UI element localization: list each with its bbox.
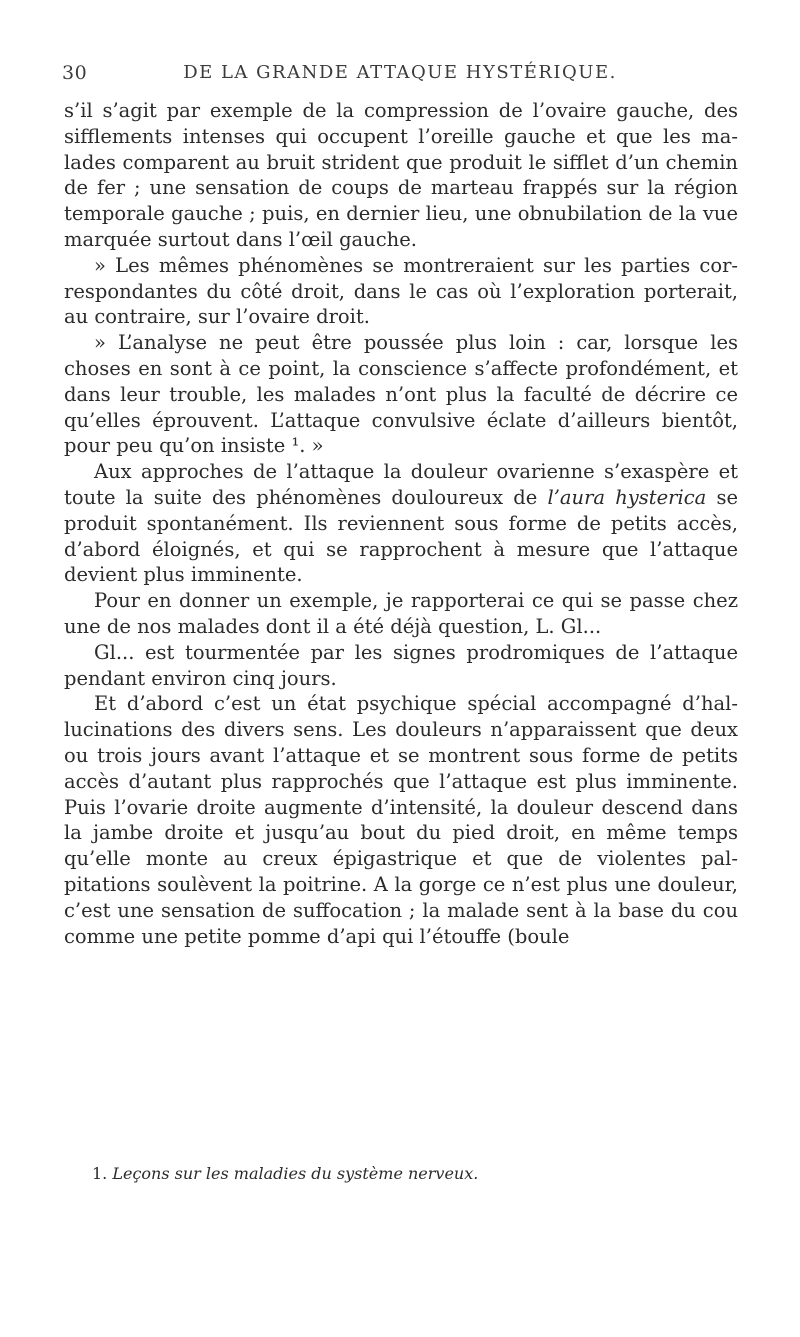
paragraph-5: Pour en donner un exemple, je rapporterai ce qui se passe chez une de nos malades dont il a été déjà question, L. Gl... bbox=[64, 589, 738, 638]
paragraph-4 bbox=[64, 459, 738, 588]
footnote bbox=[92, 1164, 742, 1184]
page-number: 30 bbox=[62, 62, 88, 84]
running-head: DE LA GRANDE ATTAQUE HYSTÉRIQUE. bbox=[183, 62, 617, 83]
paragraph-4-after: se produit spontanément. Ils reviennent sous forme de petits accès, d’abord éloignés, et qui se rapprochent à mesure que l’attaque devient plus imminente. bbox=[64, 485, 738, 587]
paragraph-3: » L’analyse ne peut être poussée plus loin : car, lorsque les choses en sont à ce point, la conscience s’affecte profondément, et dans leur trouble, les malades n’ont plus la faculté de décrire ce qu’elles éprouvent. L’attaque convulsive éclate d’ailleurs bientôt, pour peu qu’on insiste ¹. » bbox=[64, 331, 738, 458]
footnote-text: Leçons sur les maladies du système nerveux. bbox=[112, 1164, 479, 1183]
page-header bbox=[0, 58, 800, 88]
paragraph-4-before: Aux approches de l’attaque la douleur ovarienne s’exaspère et toute la suite des phénomènes douloureux de bbox=[64, 460, 738, 509]
paragraph-7: Et d’abord c’est un état psychique spécial accompagné d’hallucinations des divers sens. Les douleurs n’apparaissent que deux ou trois jours avant l’attaque et se montrent sous forme de petits accès d’autant plus rapprochés que l’attaque est plus imminente. Puis l’ovarie droite augmente d’intensité, la douleur descend dans la jambe droite et jusqu’au bout du pied droit, en même temps qu’elle monte au creux épigastrique et que de violentes palpitations soulèvent la poitrine. A la gorge ce n’est plus une douleur, c’est une sensation de suffocation ; la malade sent à la base du cou comme une petite pomme d’api qui l’étouffe (boule bbox=[64, 692, 738, 948]
body-text bbox=[64, 98, 738, 949]
paragraph-1: s’il s’agit par exemple de la compression de l’ovaire gauche, des sifflements intenses qui occupent l’oreille gauche et que les malades comparent au bruit strident que produit le sifflet d’un chemin de fer ; une sensation de coups de marteau frappés sur la région temporale gauche ; puis, en dernier lieu, une obnubilation de la vue marquée surtout dans l’œil gauche. bbox=[64, 99, 738, 251]
paragraph-6: Gl... est tourmentée par les signes prodromiques de l’attaque pendant environ cinq jours. bbox=[64, 640, 738, 690]
paragraph-4-italic: l’aura hysterica bbox=[547, 485, 707, 509]
footnote-number: 1. bbox=[92, 1164, 108, 1183]
paragraph-2: » Les mêmes phénomènes se montreraient sur les parties correspondantes du côté droit, dans le cas où l’exploration porterait, au contraire, sur l’ovaire droit. bbox=[64, 253, 738, 329]
